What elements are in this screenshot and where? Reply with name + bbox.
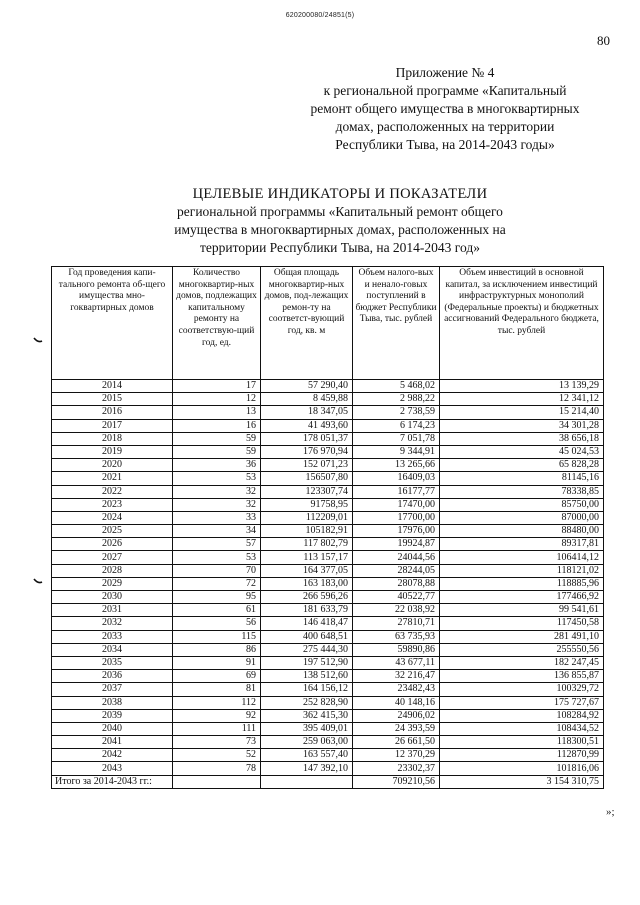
cell-year: 2041: [52, 736, 173, 749]
cell-year: 2023: [52, 498, 173, 511]
cell-count: 111: [173, 722, 261, 735]
cell-investment: 118300,51: [440, 736, 604, 749]
cell-revenue: 5 468,02: [353, 380, 440, 393]
cell-area: 112209,01: [261, 511, 353, 524]
cell-revenue: 40522,77: [353, 591, 440, 604]
cell-year: 2032: [52, 617, 173, 630]
table-row: [52, 393, 604, 406]
cell-revenue: 63 735,93: [353, 630, 440, 643]
cell-year: 2042: [52, 749, 173, 762]
total-label: Итого за 2014-2043 гг.:: [52, 775, 173, 788]
cell-count: 13: [173, 406, 261, 419]
heading-title: ЦЕЛЕВЫЕ ИНДИКАТОРЫ И ПОКАЗАТЕЛИ: [192, 186, 488, 202]
cell-revenue: 24 393,59: [353, 722, 440, 735]
table-row: [52, 630, 604, 643]
cell-area: 138 512,60: [261, 670, 353, 683]
cell-year: 2037: [52, 683, 173, 696]
cell-revenue: 17976,00: [353, 525, 440, 538]
cell-revenue: 19924,87: [353, 538, 440, 551]
cell-year: 2025: [52, 525, 173, 538]
cell-year: 2024: [52, 511, 173, 524]
table-row: [52, 722, 604, 735]
cell-revenue: 43 677,11: [353, 656, 440, 669]
cell-area: 152 071,23: [261, 459, 353, 472]
cell-revenue: 2 988,22: [353, 393, 440, 406]
cell-area: 105182,91: [261, 525, 353, 538]
cell-year: 2027: [52, 551, 173, 564]
table-row: [52, 709, 604, 722]
appendix-block: [290, 64, 600, 154]
cell-year: 2020: [52, 459, 173, 472]
cell-investment: 78338,85: [440, 485, 604, 498]
heading-subtitle: имущества в многоквартирных домах, расположенных на: [174, 222, 506, 237]
cell-count: 72: [173, 577, 261, 590]
cell-area: 395 409,01: [261, 722, 353, 735]
cell-investment: 177466,92: [440, 591, 604, 604]
cell-year: 2036: [52, 670, 173, 683]
cell-count: 59: [173, 445, 261, 458]
cell-investment: 281 491,10: [440, 630, 604, 643]
end-mark: »;: [606, 806, 615, 818]
cell-count: 32: [173, 498, 261, 511]
cell-count: 81: [173, 683, 261, 696]
cell-area: 164 377,05: [261, 564, 353, 577]
table-row: [52, 551, 604, 564]
header-investment: Объем инвестиций в основной капитал, за исключением инвестиций инфраструктурных монополий (Федеральные проекты) и бюджетных ассигнований Федерального бюджета, тыс. рублей: [440, 267, 604, 380]
header-revenue: Объем налого-вых и ненало-говых поступлений в бюджет Республики Тыва, тыс. рублей: [353, 267, 440, 380]
cell-investment: 15 214,40: [440, 406, 604, 419]
cell-revenue: 17700,00: [353, 511, 440, 524]
cell-area: 266 596,26: [261, 591, 353, 604]
cell-investment: 108434,52: [440, 722, 604, 735]
indicators-table: [51, 266, 604, 789]
cell-count: 33: [173, 511, 261, 524]
cell-area: 156507,80: [261, 472, 353, 485]
cell-revenue: 23302,37: [353, 762, 440, 775]
cell-year: 2029: [52, 577, 173, 590]
document-heading: [110, 185, 570, 257]
cell-investment: 100329,72: [440, 683, 604, 696]
cell-area: 8 459,88: [261, 393, 353, 406]
cell-investment: 13 139,29: [440, 380, 604, 393]
cell-area: 18 347,05: [261, 406, 353, 419]
cell-investment: 106414,12: [440, 551, 604, 564]
cell-count: 12: [173, 393, 261, 406]
cell-investment: 88480,00: [440, 525, 604, 538]
table-row: [52, 525, 604, 538]
cell-count: 32: [173, 485, 261, 498]
cell-investment: 175 727,67: [440, 696, 604, 709]
cell-investment: 182 247,45: [440, 656, 604, 669]
cell-investment: 38 656,18: [440, 432, 604, 445]
table-row: [52, 696, 604, 709]
appendix-line: к региональной программе «Капитальный: [323, 83, 567, 98]
cell-count: 53: [173, 472, 261, 485]
cell-year: 2015: [52, 393, 173, 406]
cell-revenue: 7 051,78: [353, 432, 440, 445]
cell-area: 197 512,90: [261, 656, 353, 669]
heading-subtitle: территории Республики Тыва, на 2014-2043 год»: [200, 240, 480, 255]
table-row: [52, 485, 604, 498]
cell-year: 2043: [52, 762, 173, 775]
cell-investment: 101816,06: [440, 762, 604, 775]
table-row: [52, 419, 604, 432]
cell-count: 53: [173, 551, 261, 564]
cell-count: 17: [173, 380, 261, 393]
cell-count: 34: [173, 525, 261, 538]
cell-year: 2031: [52, 604, 173, 617]
appendix-line: Республики Тыва, на 2014-2043 годы»: [335, 137, 555, 152]
cell-count: 59: [173, 432, 261, 445]
table-row: [52, 591, 604, 604]
table-row: [52, 498, 604, 511]
cell-revenue: 28078,88: [353, 577, 440, 590]
cell-investment: 45 024,53: [440, 445, 604, 458]
total-revenue: 709210,56: [353, 775, 440, 788]
cell-count: 69: [173, 670, 261, 683]
cell-investment: 34 301,28: [440, 419, 604, 432]
cell-year: 2038: [52, 696, 173, 709]
table-row: [52, 472, 604, 485]
cell-revenue: 24906,02: [353, 709, 440, 722]
cell-year: 2035: [52, 656, 173, 669]
cell-revenue: 26 661,50: [353, 736, 440, 749]
cell-year: 2018: [52, 432, 173, 445]
cell-investment: 117450,58: [440, 617, 604, 630]
cell-year: 2014: [52, 380, 173, 393]
document-code: 620200080/24851(5): [285, 12, 355, 19]
cell-investment: 12 341,12: [440, 393, 604, 406]
cell-revenue: 16177,77: [353, 485, 440, 498]
cell-area: 178 051,37: [261, 432, 353, 445]
cell-area: 181 633,79: [261, 604, 353, 617]
cell-area: 275 444,30: [261, 643, 353, 656]
cell-count: 73: [173, 736, 261, 749]
table-row: [52, 380, 604, 393]
cell-revenue: 17470,00: [353, 498, 440, 511]
cell-count: 16: [173, 419, 261, 432]
cell-count: 70: [173, 564, 261, 577]
cell-area: 164 156,12: [261, 683, 353, 696]
cell-count: 112: [173, 696, 261, 709]
table-row: [52, 511, 604, 524]
cell-revenue: 12 370,29: [353, 749, 440, 762]
cell-revenue: 6 174,23: [353, 419, 440, 432]
table-row: [52, 683, 604, 696]
table-row: [52, 749, 604, 762]
cell-year: 2022: [52, 485, 173, 498]
cell-area: 163 557,40: [261, 749, 353, 762]
cell-year: 2017: [52, 419, 173, 432]
header-year: Год проведения капи-тального ремонта об-щего имущества мно-гоквартирных домов: [52, 267, 173, 380]
cell-area: 259 063,00: [261, 736, 353, 749]
cell-count: 115: [173, 630, 261, 643]
table-row: [52, 577, 604, 590]
cell-count: 36: [173, 459, 261, 472]
cell-investment: 65 828,28: [440, 459, 604, 472]
cell-area: 41 493,60: [261, 419, 353, 432]
total-count: [173, 775, 261, 788]
table-row: [52, 459, 604, 472]
total-area: [261, 775, 353, 788]
table-row: [52, 406, 604, 419]
cell-count: 92: [173, 709, 261, 722]
margin-mark-icon: [33, 337, 43, 343]
table-header-row: [52, 267, 604, 380]
table-row: [52, 432, 604, 445]
cell-year: 2021: [52, 472, 173, 485]
cell-area: 400 648,51: [261, 630, 353, 643]
appendix-line: ремонт общего имущества в многоквартирных: [310, 101, 580, 116]
cell-year: 2034: [52, 643, 173, 656]
cell-revenue: 24044,56: [353, 551, 440, 564]
cell-year: 2030: [52, 591, 173, 604]
cell-year: 2026: [52, 538, 173, 551]
cell-revenue: 23482,43: [353, 683, 440, 696]
margin-mark-icon: [33, 578, 43, 584]
cell-count: 78: [173, 762, 261, 775]
cell-area: 146 418,47: [261, 617, 353, 630]
cell-investment: 112870,99: [440, 749, 604, 762]
cell-revenue: 59890,86: [353, 643, 440, 656]
cell-revenue: 16409,03: [353, 472, 440, 485]
cell-year: 2039: [52, 709, 173, 722]
cell-count: 61: [173, 604, 261, 617]
cell-revenue: 22 038,92: [353, 604, 440, 617]
cell-investment: 108284,92: [440, 709, 604, 722]
cell-investment: 89317,81: [440, 538, 604, 551]
appendix-line: домах, расположенных на территории: [335, 119, 555, 134]
cell-revenue: 40 148,16: [353, 696, 440, 709]
cell-area: 57 290,40: [261, 380, 353, 393]
table-row: [52, 643, 604, 656]
cell-area: 91758,95: [261, 498, 353, 511]
table-row: [52, 762, 604, 775]
cell-count: 86: [173, 643, 261, 656]
cell-year: 2016: [52, 406, 173, 419]
cell-investment: 255550,56: [440, 643, 604, 656]
table-total-row: [52, 775, 604, 788]
header-count: Количество многоквартир-ных домов, подлежащих капитальному ремонту на соответствую-щий год, ед.: [173, 267, 261, 380]
table-body: [52, 380, 604, 789]
cell-count: 56: [173, 617, 261, 630]
table-row: [52, 736, 604, 749]
cell-count: 95: [173, 591, 261, 604]
cell-investment: 118885,96: [440, 577, 604, 590]
cell-year: 2028: [52, 564, 173, 577]
cell-count: 52: [173, 749, 261, 762]
cell-area: 362 415,30: [261, 709, 353, 722]
cell-revenue: 28244,05: [353, 564, 440, 577]
table-row: [52, 445, 604, 458]
page-number: 80: [597, 33, 610, 48]
cell-investment: 81145,16: [440, 472, 604, 485]
cell-investment: 136 855,87: [440, 670, 604, 683]
cell-investment: 85750,00: [440, 498, 604, 511]
cell-revenue: 2 738,59: [353, 406, 440, 419]
table-row: [52, 604, 604, 617]
cell-count: 91: [173, 656, 261, 669]
cell-area: 113 157,17: [261, 551, 353, 564]
table-row: [52, 564, 604, 577]
cell-revenue: 27810,71: [353, 617, 440, 630]
cell-investment: 118121,02: [440, 564, 604, 577]
cell-area: 252 828,90: [261, 696, 353, 709]
cell-revenue: 9 344,91: [353, 445, 440, 458]
header-area: Общая площадь многоквартир-ных домов, под-лежащих ремон-ту на соответст-вующий год, кв. м: [261, 267, 353, 380]
cell-revenue: 13 265,66: [353, 459, 440, 472]
table-row: [52, 617, 604, 630]
appendix-line: Приложение № 4: [395, 65, 495, 80]
cell-year: 2040: [52, 722, 173, 735]
table-row: [52, 538, 604, 551]
table-row: [52, 670, 604, 683]
cell-count: 57: [173, 538, 261, 551]
cell-area: 163 183,00: [261, 577, 353, 590]
cell-revenue: 32 216,47: [353, 670, 440, 683]
table-row: [52, 656, 604, 669]
cell-year: 2033: [52, 630, 173, 643]
cell-area: 176 970,94: [261, 445, 353, 458]
cell-area: 117 802,79: [261, 538, 353, 551]
cell-investment: 99 541,61: [440, 604, 604, 617]
total-investment: 3 154 310,75: [440, 775, 604, 788]
cell-investment: 87000,00: [440, 511, 604, 524]
cell-area: 147 392,10: [261, 762, 353, 775]
cell-area: 123307,74: [261, 485, 353, 498]
heading-subtitle: региональной программы «Капитальный ремонт общего: [177, 204, 503, 219]
cell-year: 2019: [52, 445, 173, 458]
